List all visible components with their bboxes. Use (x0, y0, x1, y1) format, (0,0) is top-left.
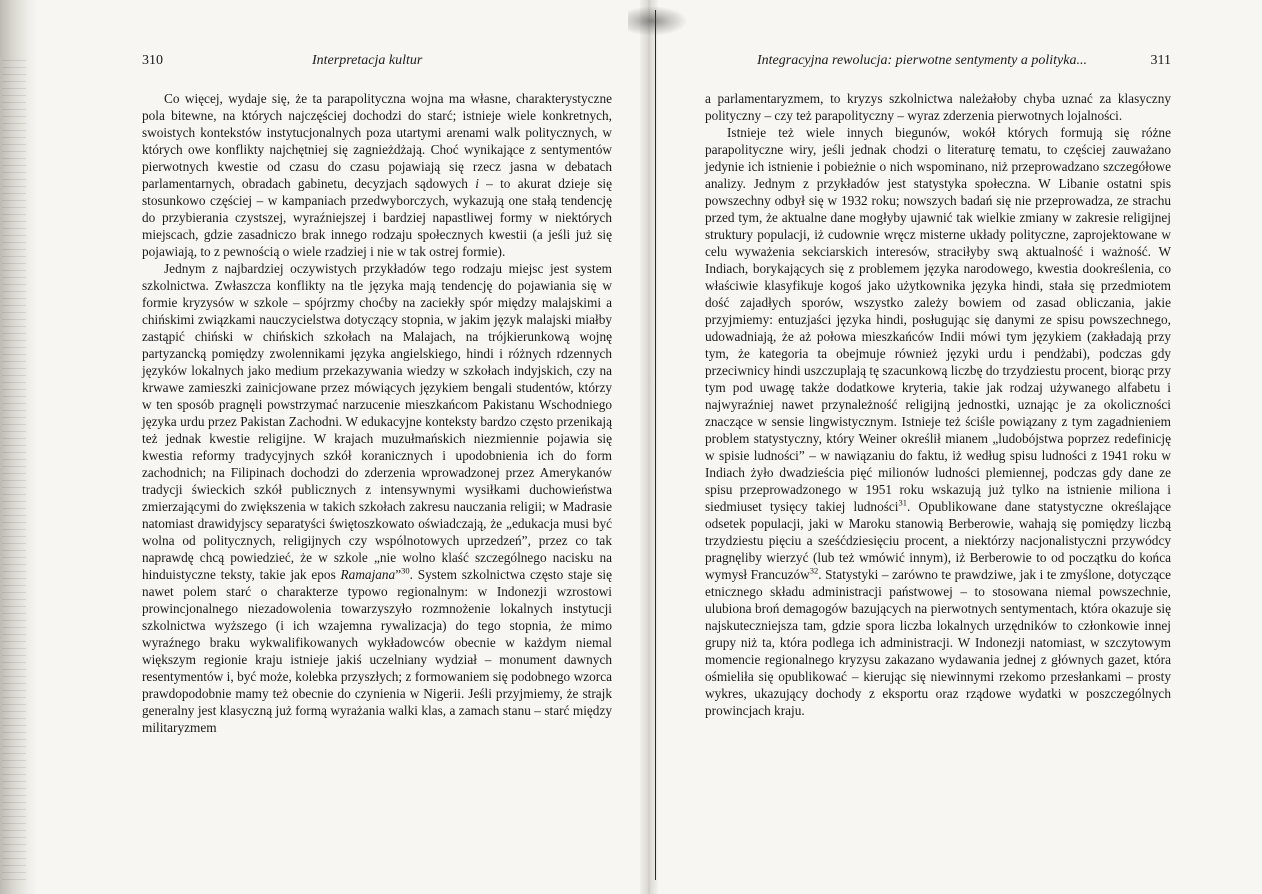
left-body-text (142, 90, 612, 736)
paragraph (705, 124, 1171, 719)
left-running-title: Interpretacja kultur (312, 53, 423, 68)
paragraph (142, 260, 612, 736)
text-run: a parlamentaryzmem, to kryzys szkolnictwa należałoby chyba uznać za klasyczny polityczny – czy też parapolityczny – wyraz zderzenia pierwotnych lojalności. (705, 91, 1171, 123)
gutter-smudge (628, 6, 688, 36)
paragraph (705, 90, 1171, 124)
text-run: . Statystyki – zarówno te prawdziwe, jak i te zmyślone, dotyczące etnicznego składu administracji państwowej – to stosowana niemal powszechnie, ulubiona broń demagogów bazujących na pierwotnych sentymentach, która okazuje się najskuteczniejsza tam, gdzie spora liczba lokalnych urzędników to członkowie innej grupy niż ta, która podlega ich administracji. W Indonezji natomiast, w szczytowym momencie regionalnego kryzysu zakazano wydawania jednej z głównych gazet, która ośmieliła się opublikować – kierując się niewinnymi rzekomo przesłankami – prosty wykres, ukazujący dochody z eksportu oraz rządowe wydatki w poszczególnych prowincjach kraju. (705, 567, 1171, 718)
gutter-fold-line (655, 10, 656, 880)
paragraph (142, 90, 612, 260)
footnote-marker: 32 (809, 565, 819, 576)
italic-text: Ramajana (340, 567, 396, 582)
italic-text: i (475, 176, 479, 191)
left-page-number: 310 (142, 53, 163, 68)
text-run: . Opublikowane dane statystyczne określające odsetek populacji, jaki w Maroku stanowią Berberowie, wahają się pomiędzy liczbą trzydziestu pięciu a sześćdziesięciu procent, a niektórzy nacjonalistyczni przywódcy pragnęliby wierzyć (lub też wmówić innym), iż Berberowie to od początku do końca wymysł Francuzów (705, 499, 1172, 582)
footnote-marker: 30 (401, 565, 410, 576)
text-run: ” (395, 567, 402, 582)
text-run: Istnieje też wiele innych biegunów, wokół których formują się różne parapolityczne wiry, jeśli jednak chodzi o literaturę tematu, to częściej zauważano jedynie ich istnienie i pobieżnie o nich wspominano, niż przeprowadzano szczegółowe analizy. Jednym z przykładów jest statystyka społeczna. W Libanie ostatni spis powszechny odbył się w 1932 roku; nowszych badań się nie przeprowadza, ze strachu przed tym, że aktualne dane mogłyby ujawnić tak wielkie zmiany w zakresie religijnej struktury populacji, iż cudownie wręcz misterne układy polityczne, zaprojektowane w celu wyważenia sekciarskich interesów, straciłyby swą aktualność i ważność. W Indiach, borykających się z problemem języka narodowego, kwestia dookreślenia, co właściwie klasyfikuje kogoś jako użytkownika języka hindi, stała się przedmiotem dość zajadłych sporów, wszystko zależy bowiem od zasad obliczania, jakie przyjmiemy: entuzjaści języka hindi, posługując się danymi ze spisu powszechnego, udowadniają, że aż połowa mieszkańców Indii mówi tym językiem (zakładają przy tym, że kategoria ta obejmuje również języki urdu i pendżabi), podczas gdy przeciwnicy hindi uszczuplają tę szacunkową liczbę do trzydziestu procent, biorąc przy tym pod uwagę także dodatkowe kryteria, takie jak rodzaj używanego alfabetu i najwyraźniej nawet przynależność religijną jednostki, uznając je za okoliczności znaczące w sensie lingwistycznym. Istnieje też ściśle powiązany z tym zagadnieniem problem statystyczny, który Weiner określił mianem „ludobójstwa poprzez redefinicję w spisie ludności” – w nawiązaniu do faktu, iż według spisu ludności z 1941 roku w Indiach żyło dwadzieścia pięć milionów ludności plemiennej, podczas gdy dane ze spisu przeprowadzonego w 1951 roku wskazują już tylko na istnienie miliona i siedmiuset tysięcy takiej ludności (705, 125, 1171, 514)
text-run: – to akurat dzieje się stosunkowo częściej – w kampaniach przedwyborczych, wykazują one stałą tendencję do przybierania czystszej, wyraźniejszej i bardziej napastliwej formy w niektórych miejscach, gdzie zasadniczo brak innego rodzaju społecznych kwestii (a jeśli już się pojawiają, to z pewnością o wiele rzadziej i nie w tak ostrej formie). (142, 176, 612, 259)
text-run: . System szkolnictwa często staje się nawet polem starć o charakterze typowo regionalnym: w Indonezji wzrostowi prowincjonalnego niezadowolenia towarzyszyło rozmnożenie lokalnych instytucji szkolnictwa wyższego (i ich wzajemna rywalizacja) do tego stopnia, że mimo wyraźnego braku wykwalifikowanych wykładowców obecnie w każdym niemal większym regionie kraju istnieje jakiś uczelniany wydział – monument dawnych resentymentów i, być może, kolebka przyszłych; z formowaniem się podobnego wzorca prawdopodobnie mamy też obecnie do czynienia w Nigerii. Jeśli przyjmiemy, że strajk generalny jest klasyczną już formą wyrażania walki klas, a zamach stanu – starć między militaryzmem (142, 567, 612, 735)
right-running-head (705, 52, 1171, 70)
left-running-head (142, 52, 612, 70)
footnote-marker: 31 (898, 497, 908, 508)
right-body-text (705, 90, 1171, 719)
text-run: Jednym z najbardziej oczywistych przykładów tego rodzaju miejsc jest system szkolnictwa. Zwłaszcza konflikty na tle języka mają tendencję do pojawiania się w formie kryzysów w szkole – spójrzmy choćby na zaciekły spór między malajskimi a chińskimi związkami nauczycielstwa dotyczący stopnia, w jakim język malajski miałby zastąpić chiński w chińskich szkołach na Malajach, na trójkierunkową wojnę partyzancką pomiędzy zwolennikami języka angielskiego, hindi i różnych rdzennych języków lokalnych jako medium przekazywania wiedzy w szkołach indyjskich, czy na krwawe zamieszki zainicjowane przez mówiących językiem bengali studentów, którzy w ten sposób pragnęli powstrzymać narzucenie mieszkańcom Pakistanu Wschodniego języka urdu przez Pakistan Zachodni. W edukacyjne konteksty bardzo często przenikają też jednak kwestie religijne. W krajach muzułmańskich niezmiennie pojawia się kwestia reformy tradycyjnych szkół koranicznych i upodobnienia ich do form zachodnich; na Filipinach dochodzi do zderzenia wprowadzonej przez Amerykanów tradycji świeckich szkół publicznych z intensywnymi wysiłkami duchowieństwa zmierzającymi do zwiększenia w takich szkołach zakresu nauczania religii; w Madrasie natomiast drawidyjscy separatyści świętoszkowato oświadczają, że „edukacja musi być wolna od politycznych, religijnych czy wspólnotowych uprzedzeń”, przez co tak naprawdę chcą powiedzieć, że w szkole „nie wolno klaść szczególnego nacisku na hinduistyczne teksty, takie jak epos (142, 261, 612, 582)
right-page-number: 311 (1150, 53, 1171, 68)
text-run: Co więcej, wydaje się, że ta parapolityczna wojna ma własne, charakterystyczne pola bitewne, na których najczęściej dochodzi do starć; istnieje wiele konkretnych, swoistych kontekstów instytucjonalnych poza utartymi arenami walk politycznych, w których owe konflikty najchętniej się zagnieżdżają. Choć wynikające z sentymentów pierwotnych kwestie od czasu do czasu pojawiają się rzecz jasna w debatach parlamentarnych, obradach gabinetu, decyzjach sądowych (142, 91, 612, 191)
right-running-title: Integracyjna rewolucja: pierwotne sentymenty a polityka... (757, 53, 1087, 68)
scan-edge-texture (2, 60, 26, 880)
